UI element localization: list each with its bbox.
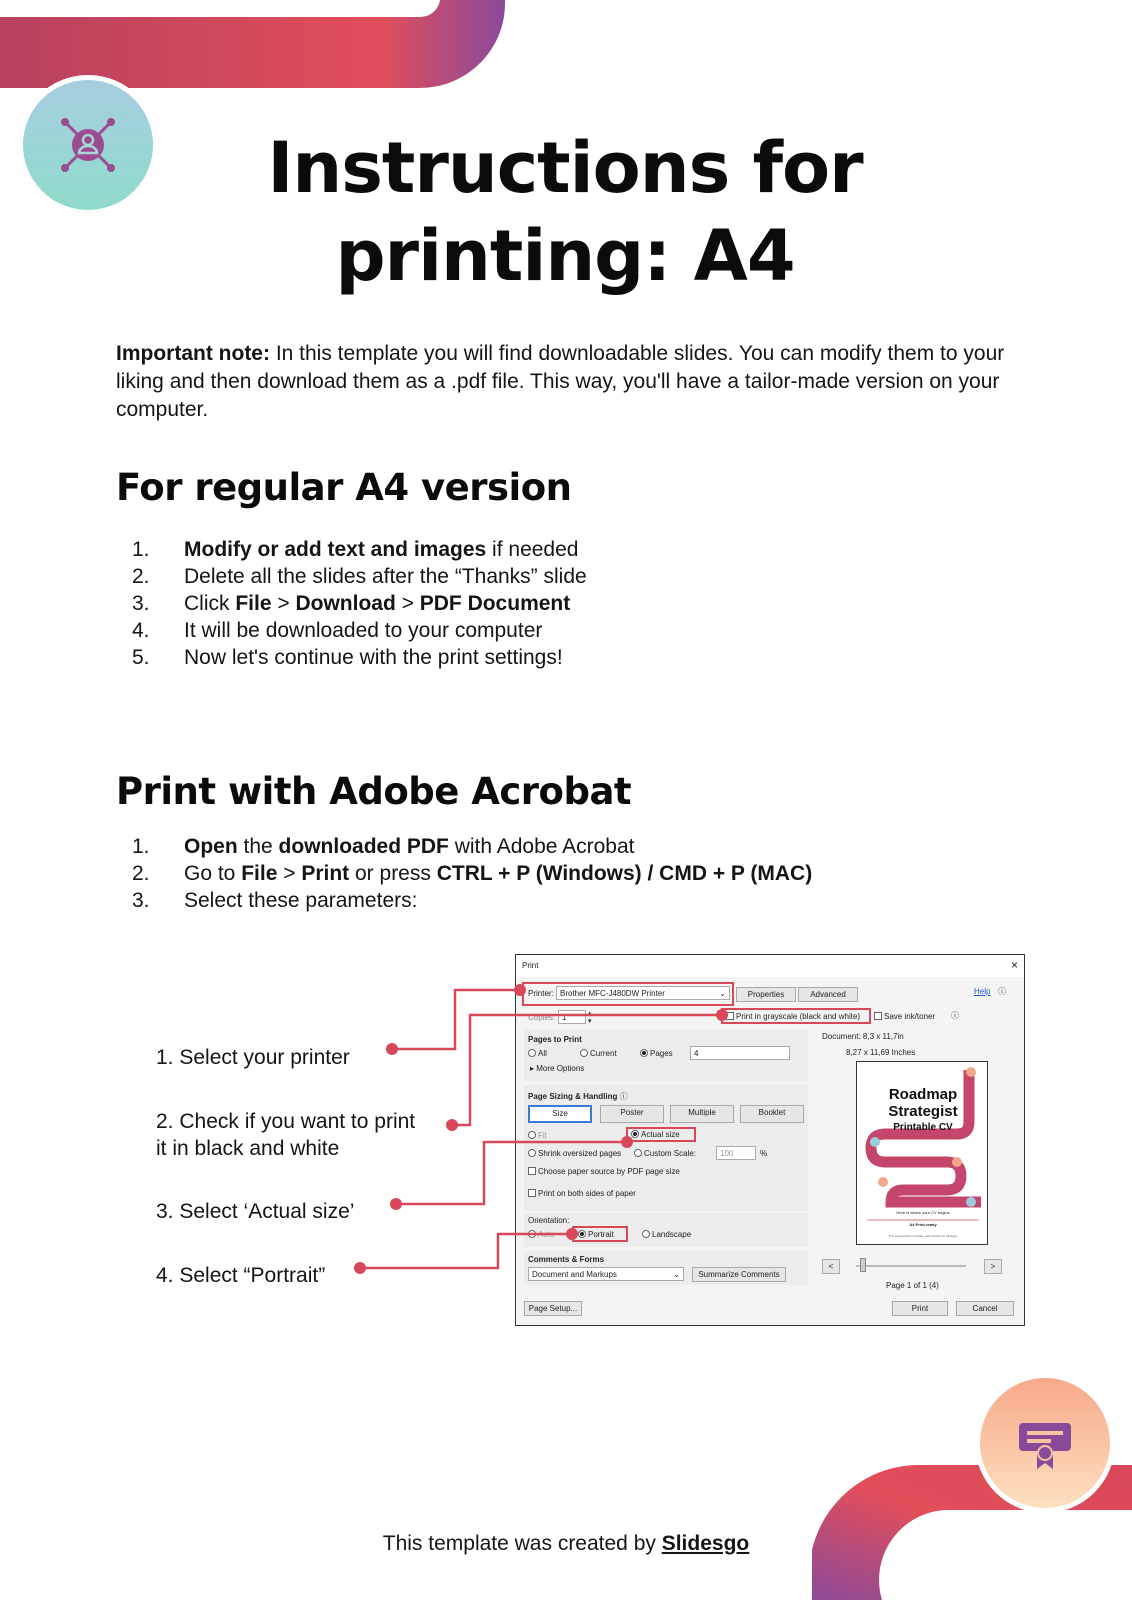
list-item: [132, 644, 587, 671]
both-sides-label: Print on both sides of paper: [538, 1189, 636, 1198]
radio-icon: [580, 1049, 588, 1057]
list-bold: PDF Document: [419, 592, 571, 615]
page-slider-handle[interactable]: [860, 1258, 866, 1272]
multiple-button[interactable]: Multiple: [670, 1105, 734, 1123]
page-sizing-heading-text: Page Sizing & Handling: [528, 1092, 618, 1101]
list-number: 1.: [132, 538, 150, 561]
page-preview: [856, 1061, 988, 1245]
scale-input[interactable]: 100: [716, 1146, 756, 1160]
list-text: Now let's continue with the print settings!: [184, 646, 563, 669]
radio-actual-size-label: Actual size: [641, 1130, 680, 1139]
list-item: [132, 590, 587, 617]
radio-landscape-label: Landscape: [652, 1230, 692, 1239]
printer-highlight: [522, 982, 734, 1006]
copies-input[interactable]: 1: [558, 1010, 586, 1024]
printer-select-value: Brother MFC-J480DW Printer: [560, 989, 665, 998]
poster-button[interactable]: Poster: [600, 1105, 664, 1123]
important-note-label: Important note:: [116, 342, 270, 365]
callout-actual-size: 3. Select ‘Actual size’: [156, 1200, 355, 1223]
radio-icon: [528, 1149, 536, 1157]
list-text: >: [271, 592, 296, 615]
callout-portrait: 4. Select “Portrait”: [156, 1264, 326, 1287]
radio-pages[interactable]: [640, 1049, 673, 1058]
radio-auto[interactable]: [528, 1230, 554, 1239]
preview-title-line2: Strategist: [888, 1103, 958, 1120]
page-slider-track[interactable]: [856, 1265, 966, 1267]
radio-selected-icon: [578, 1230, 586, 1238]
radio-portrait[interactable]: [578, 1230, 614, 1239]
checkbox-icon: [528, 1189, 536, 1197]
list-item: [132, 536, 587, 563]
choose-source-checkbox[interactable]: [528, 1167, 680, 1176]
acrobat-steps: [132, 833, 812, 914]
both-sides-checkbox[interactable]: [528, 1189, 636, 1198]
list-item: [132, 617, 587, 644]
radio-shrink-label: Shrink oversized pages: [538, 1149, 622, 1158]
advanced-button[interactable]: Advanced: [798, 987, 858, 1002]
grayscale-label: Print in grayscale (black and white): [736, 1012, 861, 1021]
footer-text: This template was created by: [382, 1532, 662, 1555]
comments-select-value: Document and Markups: [532, 1270, 617, 1279]
important-note-text: In this template you will find downloadable slides. You can modify them to your liking and then download them as a .pdf file. This way, you'll have a tailor-made version on your computer.: [116, 342, 1005, 421]
connector-printer: [392, 990, 520, 1049]
page-setup-button[interactable]: Page Setup...: [524, 1301, 582, 1316]
list-bold: Print: [301, 862, 350, 885]
list-number: 2.: [132, 565, 150, 588]
summarize-comments-button[interactable]: Summarize Comments: [692, 1267, 786, 1282]
radio-shrink[interactable]: [528, 1149, 621, 1158]
more-options-toggle[interactable]: [530, 1064, 584, 1073]
list-bold: File: [241, 862, 278, 885]
list-text: >: [395, 592, 420, 615]
list-text: the: [237, 835, 279, 858]
list-number: 5.: [132, 646, 150, 669]
percent-label: %: [760, 1149, 768, 1158]
important-note: [116, 340, 1016, 424]
cancel-button[interactable]: Cancel: [956, 1301, 1014, 1316]
pages-to-print-panel: [524, 1029, 808, 1081]
booklet-button[interactable]: Booklet: [740, 1105, 804, 1123]
radio-all-label: All: [538, 1049, 547, 1058]
radio-icon: [528, 1230, 536, 1238]
list-item: [132, 563, 587, 590]
orientation-label: Orientation:: [528, 1216, 570, 1225]
list-bold: Download: [295, 592, 396, 615]
checkbox-icon: [726, 1012, 734, 1020]
page-title-line1: Instructions for: [267, 127, 863, 209]
checkbox-icon: [874, 1012, 882, 1020]
user-network-icon: [58, 115, 118, 175]
list-text: Go to: [184, 862, 242, 885]
preview-title-line1: Roadmap: [888, 1086, 958, 1103]
callout-black-white-line1: 2. Check if you want to print: [156, 1110, 416, 1133]
radio-pages-label: Pages: [650, 1049, 673, 1058]
list-bold: File: [235, 592, 272, 615]
document-size: Document: 8,3 x 11,7in: [822, 1032, 904, 1041]
preview-tag: A4 Print-ready: [909, 1222, 937, 1227]
next-page-button[interactable]: >: [984, 1259, 1002, 1274]
list-number: 2.: [132, 862, 150, 885]
callout-black-white: [156, 1108, 415, 1162]
pages-input[interactable]: 4: [690, 1046, 790, 1060]
info-icon: ⓘ: [998, 987, 1006, 996]
list-number: 4.: [132, 619, 150, 642]
radio-current-label: Current: [590, 1049, 617, 1058]
footer-credit: [0, 1532, 1132, 1556]
certificate-icon: [1015, 1413, 1075, 1473]
radio-current[interactable]: [580, 1049, 617, 1058]
preview-fine-print: This presentation template was created by Slidesgo: [888, 1234, 958, 1238]
list-text: Select these parameters:: [184, 889, 418, 912]
top-decorative-band: [0, 0, 1132, 120]
list-item: [132, 833, 812, 860]
page-title: [200, 124, 930, 300]
certificate-badge: [975, 1373, 1115, 1513]
page-count: Page 1 of 1 (4): [886, 1281, 939, 1290]
radio-fit-label: Fit: [538, 1131, 547, 1140]
slidesgo-link[interactable]: Slidesgo: [661, 1532, 750, 1555]
info-icon: ⓘ: [619, 1092, 628, 1101]
help-link[interactable]: Help: [974, 987, 991, 996]
list-bold: downloaded PDF: [278, 835, 449, 858]
radio-landscape[interactable]: [642, 1230, 691, 1239]
close-icon[interactable]: ×: [1010, 958, 1018, 972]
regular-a4-steps: [132, 536, 587, 671]
radio-actual-size[interactable]: [631, 1130, 680, 1139]
radio-selected-icon: [631, 1130, 639, 1138]
list-text: with Adobe Acrobat: [448, 835, 635, 858]
comments-forms-panel: [524, 1251, 808, 1285]
list-text: Delete all the slides after the “Thanks” slide: [184, 565, 587, 588]
user-network-badge: [18, 75, 158, 215]
radio-icon: [634, 1149, 642, 1157]
radio-icon: [642, 1230, 650, 1238]
radio-selected-icon: [640, 1049, 648, 1057]
dialog-title: Print: [516, 955, 1024, 977]
checkbox-icon: [528, 1167, 536, 1175]
paper-size: 8,27 x 11,69 Inches: [846, 1048, 916, 1057]
radio-fit[interactable]: [528, 1131, 547, 1140]
callout-black-white-line2: it in black and white: [156, 1137, 340, 1160]
choose-source-label: Choose paper source by PDF page size: [538, 1167, 680, 1176]
page-title-line2: printing: A4: [335, 215, 795, 297]
list-number: 3.: [132, 592, 150, 615]
connector-dot: [446, 1119, 458, 1131]
connector-dot: [390, 1198, 402, 1210]
page-sizing-panel: [524, 1085, 808, 1211]
preview-caption: Here is where your CV begins: [896, 1210, 950, 1215]
list-number: 1.: [132, 835, 150, 858]
section-heading-regular-a4: For regular A4 version: [116, 466, 572, 509]
chevron-down-icon: ⌄: [719, 989, 726, 998]
printer-label: Printer:: [528, 989, 554, 998]
size-button[interactable]: Size: [528, 1105, 592, 1123]
radio-all[interactable]: [528, 1049, 547, 1058]
list-text: or press: [349, 862, 437, 885]
comments-select[interactable]: [528, 1267, 684, 1281]
caret-right-icon: ▸: [530, 1064, 537, 1073]
list-bold: CTRL + P (Windows) / CMD + P (MAC): [436, 862, 813, 885]
callout-select-printer: 1. Select your printer: [156, 1046, 350, 1069]
radio-icon: [528, 1131, 536, 1139]
list-bold: Modify or add text and images: [184, 538, 487, 561]
chevron-down-icon: ⌄: [673, 1270, 680, 1279]
radio-portrait-label: Portrait: [588, 1230, 614, 1239]
list-text: if needed: [486, 538, 579, 561]
list-item: [132, 887, 812, 914]
connector-dot: [386, 1043, 398, 1055]
list-text: >: [277, 862, 302, 885]
copies-stepper-icon[interactable]: ▴ ▾: [588, 1010, 592, 1025]
list-text: It will be downloaded to your computer: [184, 619, 543, 642]
pages-to-print-heading: Pages to Print: [528, 1035, 582, 1044]
list-number: 3.: [132, 889, 150, 912]
print-button[interactable]: Print: [892, 1301, 948, 1316]
list-bold: Open: [184, 835, 238, 858]
radio-custom-scale-label: Custom Scale:: [644, 1149, 697, 1158]
radio-auto-label: Auto: [538, 1230, 555, 1239]
radio-custom-scale[interactable]: [634, 1149, 696, 1158]
properties-button[interactable]: Properties: [736, 987, 796, 1002]
connector-dot: [354, 1262, 366, 1274]
save-ink-checkbox[interactable]: [874, 1012, 935, 1021]
radio-icon: [528, 1049, 536, 1057]
prev-page-button[interactable]: <: [822, 1259, 840, 1274]
list-item: [132, 860, 812, 887]
more-options-label: More Options: [536, 1064, 585, 1073]
print-dialog: [515, 954, 1025, 1326]
info-icon: ⓘ: [951, 1011, 959, 1020]
list-text: Click: [184, 592, 236, 615]
comments-heading: Comments & Forms: [528, 1255, 605, 1264]
page-sizing-heading: [528, 1091, 628, 1102]
orientation-panel: [524, 1213, 808, 1247]
preview-title: [857, 1086, 988, 1120]
section-heading-adobe-acrobat: Print with Adobe Acrobat: [116, 770, 632, 813]
save-ink-label: Save ink/toner: [884, 1012, 936, 1021]
copies-label: Copies:: [528, 1013, 556, 1022]
grayscale-checkbox[interactable]: [726, 1012, 860, 1021]
preview-subtitle: Printable CV: [893, 1122, 953, 1133]
